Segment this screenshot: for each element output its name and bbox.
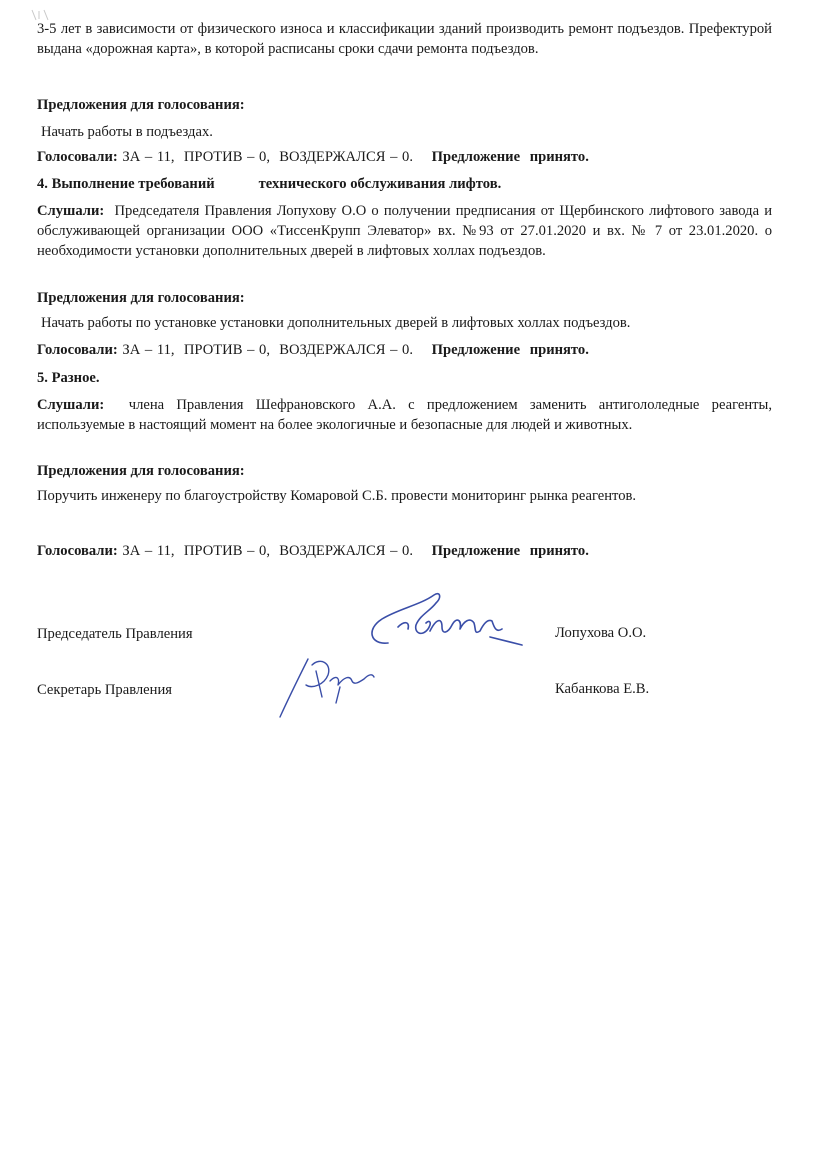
proposals-heading-3: Предложения для голосования: (37, 97, 245, 113)
secretary-name: Кабанкова Е.В. (555, 681, 650, 697)
handwritten-signatures (270, 585, 540, 725)
section-heading-5: 5. Разное. (37, 370, 100, 386)
vote-accepted: Предложение принято. (431, 342, 589, 358)
listened-label: Слушали: (37, 397, 105, 413)
section-heading-4 (37, 174, 772, 194)
vote-for: ЗА – 11 (122, 342, 171, 358)
vote-line-5: Голосовали: ЗА – 11, ПРОТИВ – 0, ВОЗДЕРЖАЛСЯ – 0. Предложение принято. (37, 543, 589, 559)
listened-label: Слушали: (37, 203, 105, 219)
vote-line-3: Голосовали: ЗА – 11, ПРОТИВ – 0, ВОЗДЕРЖАЛСЯ – 0. Предложение принято. (37, 149, 589, 165)
chair-name: Лопухова О.О. (555, 625, 647, 641)
listened-paragraph-5 (37, 395, 772, 435)
vote-accepted: Предложение принято. (431, 543, 589, 559)
vote-against: ПРОТИВ – 0 (183, 543, 267, 559)
vote-abstained: ВОЗДЕРЖАЛСЯ – 0 (279, 149, 410, 165)
vote-for: ЗА – 11 (122, 543, 171, 559)
vote-against: ПРОТИВ – 0 (183, 342, 267, 358)
chair-title: Председатель Правления (37, 626, 193, 642)
section-heading-4-part1: 4. Выполнение требований (37, 176, 215, 192)
chair-signature (372, 594, 522, 645)
proposal-text-3: Начать работы в подъездах. (41, 124, 213, 140)
secretary-title: Секретарь Правления (37, 682, 172, 698)
voted-label: Голосовали: (37, 342, 118, 358)
vote-against: ПРОТИВ – 0 (183, 149, 267, 165)
voted-label: Голосовали: (37, 149, 118, 165)
vote-abstained: ВОЗДЕРЖАЛСЯ – 0 (279, 342, 410, 358)
proposal-text-4: Начать работы по установке установки дополнительных дверей в лифтовых холлах подъездов. (41, 315, 631, 331)
listened-text-5: члена Правления Шефрановского А.А. с предложением заменить антигололедные реагенты, используемые в настоящий момент на более экологичные и безопасные для людей и животных. (37, 397, 772, 433)
vote-line-4: Голосовали: ЗА – 11, ПРОТИВ – 0, ВОЗДЕРЖАЛСЯ – 0. Предложение принято. (37, 342, 589, 358)
proposal-text-5: Поручить инженеру по благоустройству Комаровой С.Б. провести мониторинг рынка реагентов. (37, 488, 637, 504)
continuation-text: 3-5 лет в зависимости от физического износа и классификации зданий производить ремонт подъездов. Префектурой выдана «дорожная карта», в которой расписаны сроки сдачи ремонта подъездов. (37, 21, 772, 57)
listened-paragraph-4 (37, 201, 772, 261)
voted-label: Голосовали: (37, 543, 118, 559)
secretary-signature (280, 659, 374, 717)
listened-text-4: Председателя Правления Лопухову О.О о получении предписания от Щербинского лифтового завода и обслуживающей организации ООО «ТиссенКрупп Элеватор» вх. №93 от 27.01.2020 и вх. № 7 от 23.01.2020. о необходимости установки дополнительных дверей в лифтовых холлах подъездов. (37, 203, 773, 259)
proposals-heading-5: Предложения для голосования: (37, 463, 245, 479)
continuation-paragraph (37, 19, 772, 59)
proposals-heading-4: Предложения для голосования: (37, 290, 245, 306)
vote-accepted: Предложение принято. (431, 149, 589, 165)
vote-abstained: ВОЗДЕРЖАЛСЯ – 0 (279, 543, 410, 559)
section-heading-4-part2: технического обслуживания лифтов. (258, 176, 502, 192)
vote-for: ЗА – 11 (122, 149, 171, 165)
